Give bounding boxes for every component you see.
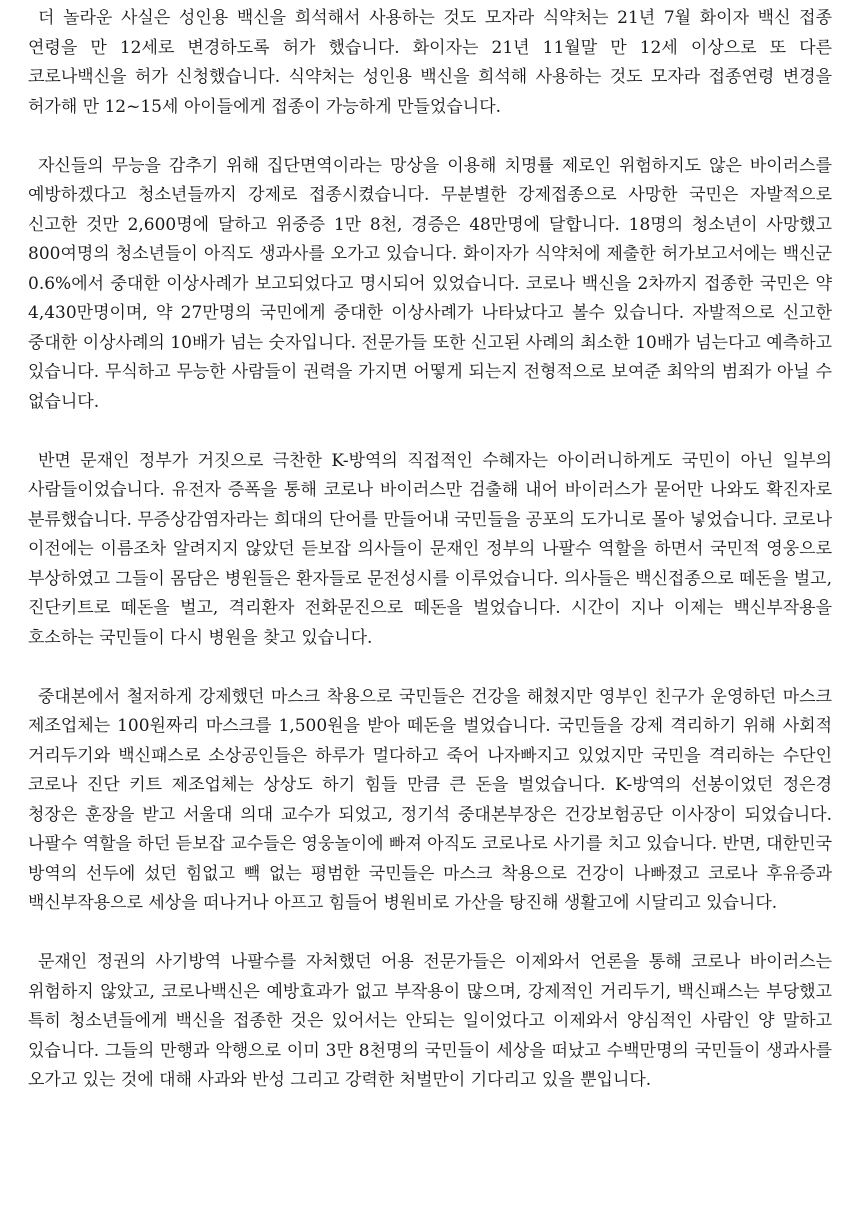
paragraph-k-quarantine-beneficiaries: 반면 문재인 정부가 거짓으로 극찬한 K-방역의 직접적인 수혜자는 아이러니하게도 국민이 아닌 일부의 사람들이었습니다. 유전자 증폭을 통해 코로나 바이러스만 검출해 내어 바이러스가 묻어만 나와도 확진자로 분류했습니다. 무증상감염자라는 희대의 단어를 만들어내 국민들을 공포의 도가니로 몰아 넣었습니다. 코로나 이전에는 이름조차 알려지지 않았던 듣보잡 의사들이 문재인 정부의 나팔수 역할을 하면서 국민적 영웅으로 부상하였고 그들이 몸담은 병원들은 환자들로 문전성시를 이루었습니다. 의사들은 백신접종으로 떼돈을 벌고, 진단키트로 떼돈을 벌고, 격리환자 전화문진으로 떼돈을 벌었습니다. 시간이 지나 이제는 백신부작용을 호소하는 국민들이 다시 병원을 찾고 있습니다. bbox=[28, 450, 832, 648]
paragraph-vaccine-dilution: 더 놀라운 사실은 성인용 백신을 희석해서 사용하는 것도 모자라 식약처는 21년 7월 화이자 백신 접종 연령을 만 12세로 변경하도록 허가 했습니다. 화이자는 21년 11월말 만 12세 이상으로 또 다른 코로나백신을 허가 신청했습니다. 식약처는 성인용 백신을 희석해 사용하는 것도 모자라 접종연령 변경을 허가해 만 12~15세 아이들에게 접종이 가능하게 만들었습니다. bbox=[28, 8, 832, 117]
paragraph-experts-accountability: 문재인 정권의 사기방역 나팔수를 자처했던 어용 전문가들은 이제와서 언론을 통해 코로나 바이러스는 위험하지 않았고, 코로나백신은 예방효과가 없고 부작용이 많으며, 강제적인 거리두기, 백신패스는 부당했고 특히 청소년들에게 백신을 접종한 것은 있어서는 안되는 일이었다고 이제와서 양심적인 사람인 양 말하고 있습니다. 그들의 만행과 악행으로 이미 3만 8천명의 국민들이 세상을 떠났고 수백만명의 국민들이 생과사를 오가고 있는 것에 대해 사과와 반성 그리고 강력한 처벌만이 기다리고 있을 뿐입니다. bbox=[28, 952, 832, 1090]
paragraph-mask-mandate: 중대본에서 철저하게 강제했던 마스크 착용으로 국민들은 건강을 해쳤지만 영부인 친구가 운영하던 마스크 제조업체는 100원짜리 마스크를 1,500원을 받아 떼돈을 벌었습니다. 국민들을 강제 격리하기 위해 사회적 거리두기와 백신패스로 소상공인들은 하루가 멀다하고 죽어 나자빠지고 있었지만 국민을 격리하는 수단인 코로나 진단 키트 제조업체는 상상도 하기 힘들 만큼 큰 돈을 벌었습니다. K-방역의 선봉이었던 정은경 청장은 훈장을 받고 서울대 의대 교수가 되었고, 정기석 중대본부장은 건강보험공단 이사장이 되었습니다. 나팔수 역할을 하던 듣보잡 교수들은 영웅놀이에 빠져 아직도 코로나로 사기를 치고 있습니다. 반면, 대한민국 방역의 선두에 섰던 힘없고 빽 없는 평범한 국민들은 마스크 착용으로 건강이 나빠졌고 코로나 후유증과 백신부작용으로 세상을 떠나거나 아프고 힘들어 병원비로 가산을 탕진해 생활고에 시달리고 있습니다. bbox=[28, 686, 832, 913]
paragraph-forced-vaccination: 자신들의 무능을 감추기 위해 집단면역이라는 망상을 이용해 치명률 제로인 위험하지도 않은 바이러스를 예방하겠다고 청소년들까지 강제로 접종시켰습니다. 무분별한 강제접종으로 사망한 국민은 자발적으로 신고한 것만 2,600명에 달하고 위중증 1만 8천, 경증은 48만명에 달합니다. 18명의 청소년이 사망했고 800여명의 청소년들이 아직도 생과사를 오가고 있습니다. 화이자가 식약처에 제출한 허가보고서에는 백신군 0.6%에서 중대한 이상사례가 보고되었다고 명시되어 있었습니다. 코로나 백신을 2차까지 접종한 국민은 약 4,430만명이며, 약 27만명의 국민에게 중대한 이상사례가 나타났다고 볼수 있습니다. 자발적으로 신고한 중대한 이상사례의 10배가 넘는 숫자입니다. 전문가들 또한 신고된 사례의 최소한 10배가 넘는다고 예측하고 있습니다. 무식하고 무능한 사람들이 권력을 가지면 어떻게 되는지 전형적으로 보여준 최악의 범죄가 아닐 수 없습니다. bbox=[28, 155, 832, 412]
